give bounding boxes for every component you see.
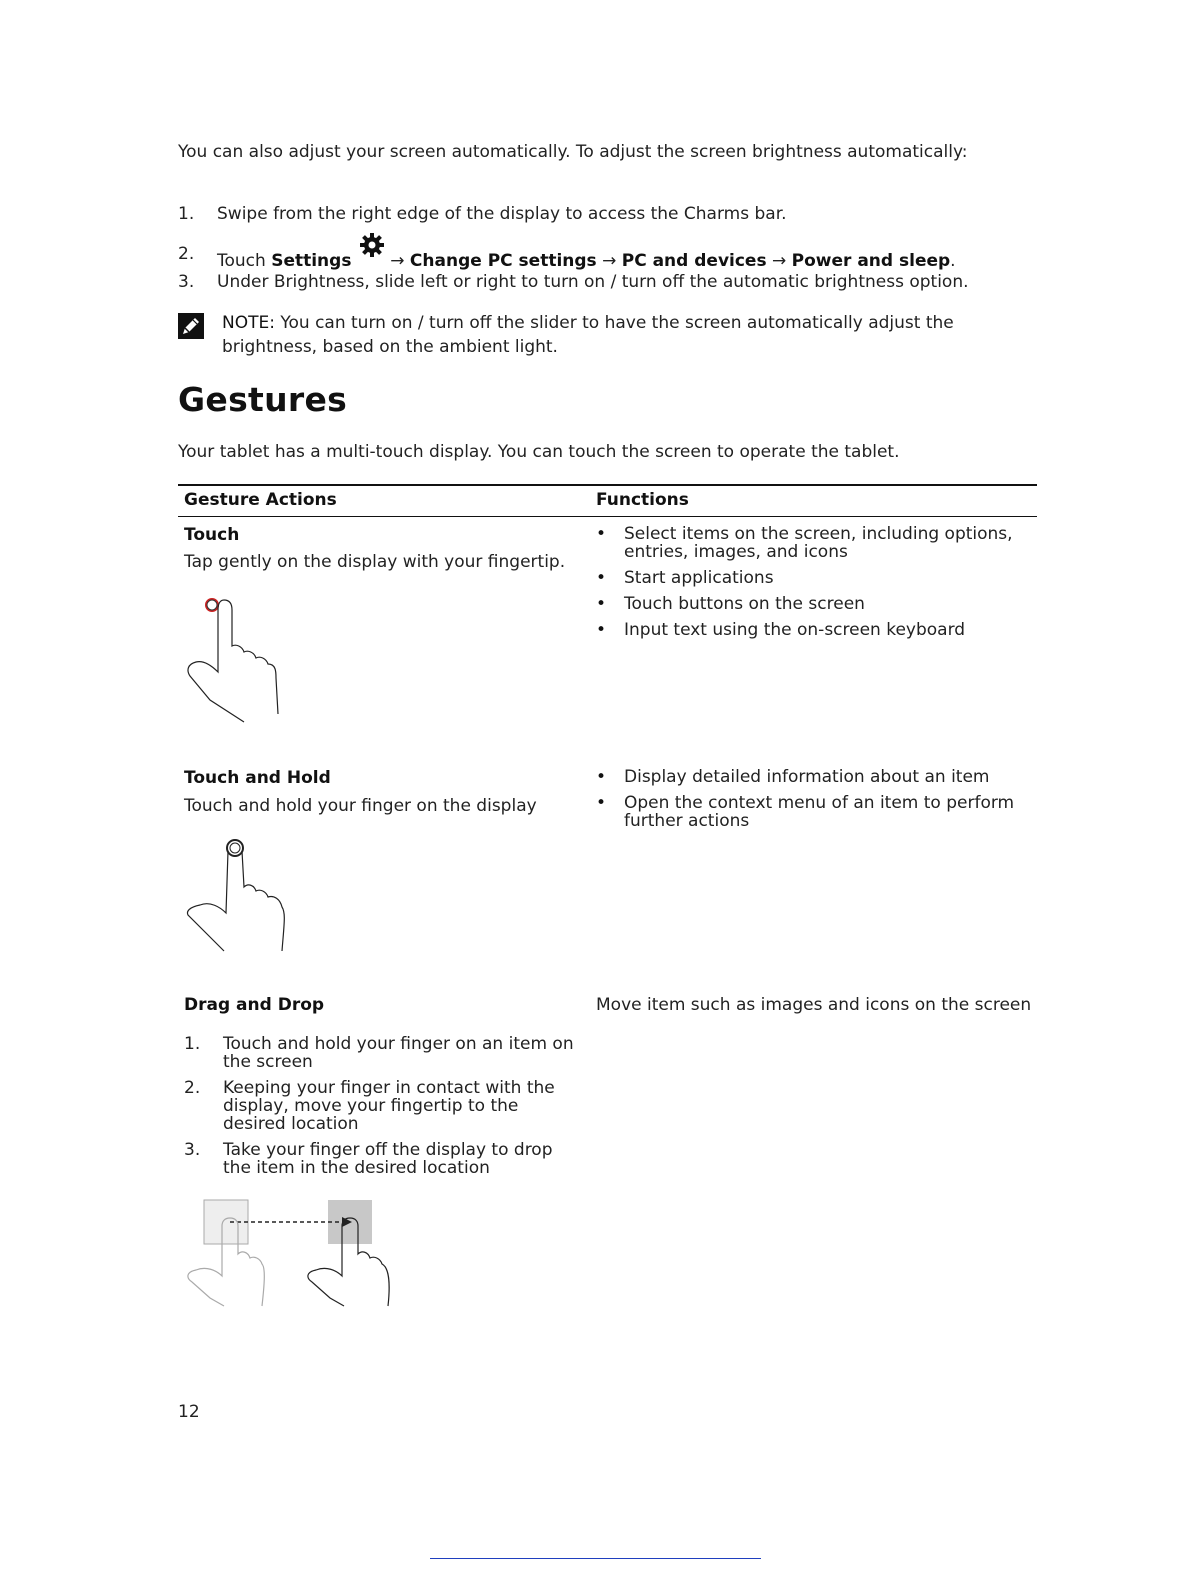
list-item: • Open the context menu of an item to perform further actions xyxy=(596,794,1016,830)
step-number: 1. xyxy=(178,204,195,224)
pc-and-devices-label: PC and devices xyxy=(621,251,767,271)
gesture-name-touch: Touch xyxy=(184,525,240,545)
table-top-rule xyxy=(178,484,1037,486)
gesture-desc-touch: Tap gently on the display with your fingertip. xyxy=(184,552,566,572)
pencil-note-icon xyxy=(178,313,204,339)
table-header-rule xyxy=(178,516,1037,517)
gesture-name-touch-and-hold: Touch and Hold xyxy=(184,768,331,788)
step-text: Under Brightness, slide left or right to turn on / turn off the automatic brightness option. xyxy=(217,272,969,292)
intro-text: You can also adjust your screen automatically. To adjust the screen brightness automatically: xyxy=(178,142,968,162)
list-item: • Input text using the on-screen keyboard xyxy=(596,621,1016,639)
gear-icon xyxy=(357,244,385,268)
step-text xyxy=(217,244,956,271)
list-item: • Display detailed information about an item xyxy=(596,768,1016,786)
table-header-functions: Functions xyxy=(596,490,689,510)
footer-line xyxy=(430,1558,761,1559)
drag-and-drop-illustration xyxy=(184,1198,404,1315)
touch-word: Touch xyxy=(217,251,266,271)
step-number: 1. xyxy=(184,1034,201,1054)
power-and-sleep-label: Power and sleep xyxy=(791,251,951,271)
list-item: • Select items on the screen, including options, entries, images, and icons xyxy=(596,525,1016,561)
drag-and-drop-steps xyxy=(184,1035,584,1185)
gesture-desc-touch-and-hold: Touch and hold your finger on the display xyxy=(184,796,537,816)
list-item xyxy=(184,1141,584,1177)
step-text: Take your finger off the display to drop the item in the desired location xyxy=(223,1140,553,1178)
gesture-name-drag-and-drop: Drag and Drop xyxy=(184,995,325,1015)
step-text: Swipe from the right edge of the display to access the Charms bar. xyxy=(217,204,787,224)
list-item: • Touch buttons on the screen xyxy=(596,595,1016,613)
step-number: 2. xyxy=(184,1078,201,1098)
change-pc-settings-label: Change PC settings xyxy=(409,251,597,271)
table-header-gesture-actions: Gesture Actions xyxy=(184,490,337,510)
gesture-function-drag-and-drop: Move item such as images and icons on the screen xyxy=(596,995,1032,1015)
note-body: You can turn on / turn off the slider to have the screen automatically adjust the brightness, based on the ambient light. xyxy=(222,313,954,357)
touch-gesture-illustration xyxy=(184,592,294,732)
section-lead: Your tablet has a multi-touch display. You can touch the screen to operate the tablet. xyxy=(178,442,900,462)
list-item: • Start applications xyxy=(596,569,1016,587)
page-number: 12 xyxy=(178,1402,200,1422)
step-number: 2. xyxy=(178,244,195,264)
settings-label: Settings xyxy=(271,251,352,271)
section-title: Gestures xyxy=(178,380,348,419)
step-text: Keeping your finger in contact with the display, move your fingertip to the desired location xyxy=(223,1078,555,1134)
functions-list-touch-and-hold xyxy=(596,768,1016,838)
note-text xyxy=(222,311,1052,359)
arrow-1: → xyxy=(390,251,405,271)
functions-list-touch xyxy=(596,525,1016,647)
touch-and-hold-illustration xyxy=(184,835,294,960)
list-item xyxy=(184,1035,584,1071)
note-label: NOTE: xyxy=(222,313,275,333)
arrow-2: → xyxy=(602,251,617,271)
arrow-3: → xyxy=(772,251,787,271)
list-item xyxy=(184,1079,584,1133)
step-number: 3. xyxy=(184,1140,201,1160)
step-text: Touch and hold your finger on an item on the screen xyxy=(223,1034,574,1072)
step-period: . xyxy=(950,251,956,271)
step-number: 3. xyxy=(178,272,195,292)
